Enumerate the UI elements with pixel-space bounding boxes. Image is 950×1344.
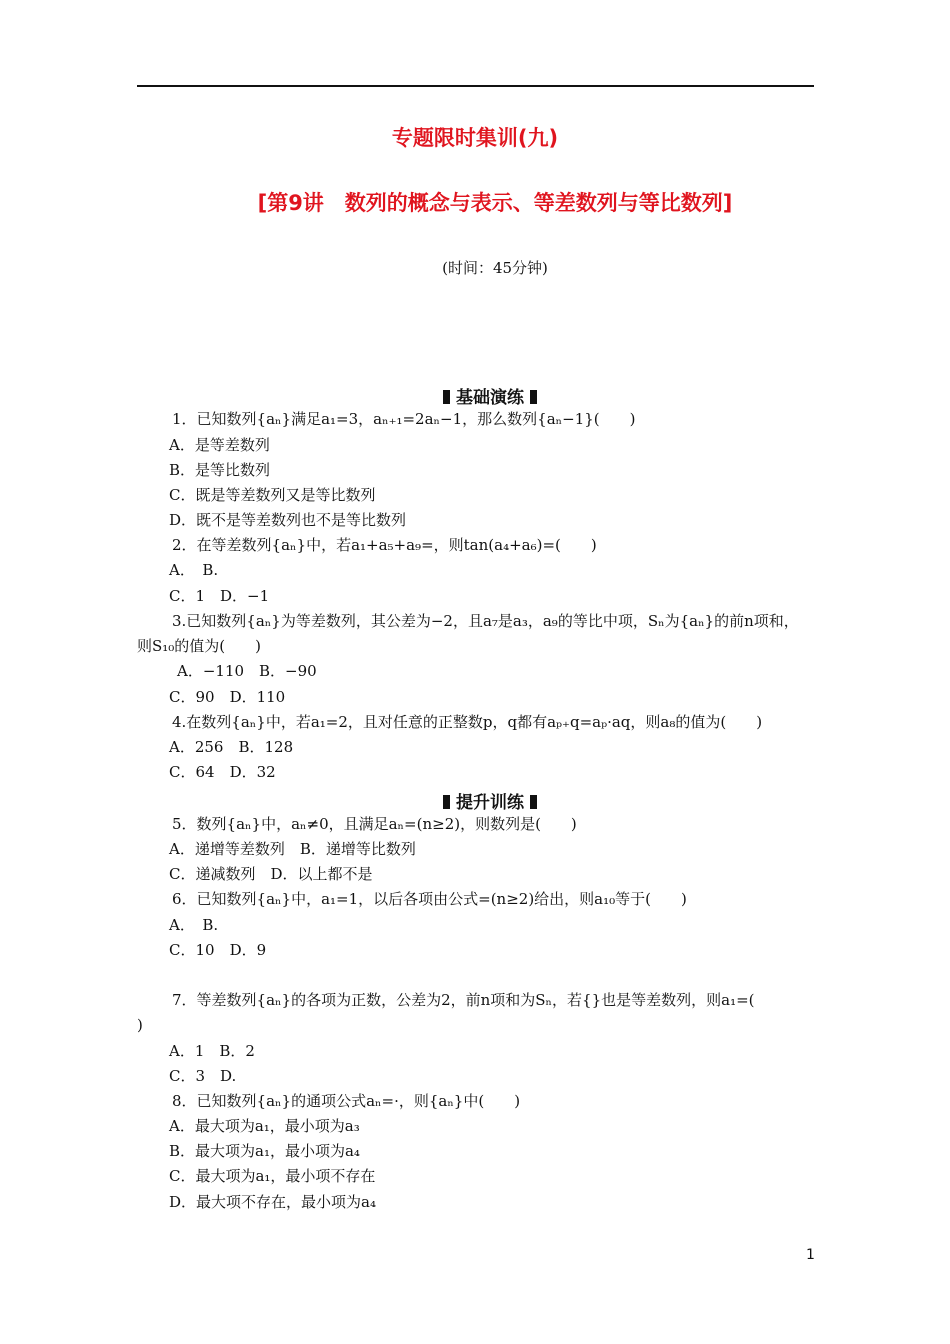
q2-options-cd: C．1 D．−1 [169, 587, 270, 605]
q1-option-a: A．是等差数列 [169, 436, 270, 454]
heading-block-mark [530, 795, 537, 809]
q5-options-ab: A．递增等差数列 B．递增等比数列 [169, 840, 416, 858]
question-7-cont: ) [137, 1016, 143, 1034]
q7-options-ab: A．1 B．2 [169, 1042, 255, 1060]
question-3-cont: 则S₁₀的值为( ) [137, 637, 262, 655]
q3-options-ab: A．−110 B．−90 [177, 662, 317, 680]
q2-options-ab: A． B. [169, 561, 219, 579]
q6-options-ab: A． B. [169, 916, 219, 934]
question-2: 2．在等差数列{aₙ}中，若a₁+a₅+a₉=，则tan(a₄+a₆)=( ) [172, 536, 597, 554]
question-6: 6．已知数列{aₙ}中，a₁=1，以后各项由公式=(n≥2)给出，则a₁₀等于( ) [172, 890, 687, 908]
q3-options-cd: C．90 D．110 [169, 688, 286, 706]
q4-options-cd: C．64 D．32 [169, 763, 276, 781]
q8-option-c: C．最大项为a₁，最小项不存在 [169, 1167, 376, 1185]
time-limit: (时间：45分钟) [442, 259, 548, 277]
question-3: 3.已知数列{aₙ}为等差数列，其公差为−2，且a₇是a₃，a₉的等比中项，Sₙ为{aₙ}的前n项和， [172, 612, 799, 630]
q8-option-b: B．最大项为a₁，最小项为a₄ [169, 1142, 360, 1160]
heading-block-mark [443, 795, 450, 809]
q1-option-b: B．是等比数列 [169, 461, 271, 479]
section-advanced-heading: 提升训练 [0, 788, 950, 813]
question-1: 1．已知数列{aₙ}满足a₁=3，aₙ₊₁=2aₙ−1，那么数列{aₙ−1}( ) [172, 410, 636, 428]
q4-options-ab: A．256 B．128 [169, 738, 294, 756]
q1-option-d: D．既不是等差数列也不是等比数列 [169, 511, 407, 529]
q6-options-cd: C．10 D．9 [169, 941, 267, 959]
page-subtitle: [第9讲 数列的概念与表示、等差数列与等比数列] [257, 191, 733, 215]
page-title: 专题限时集训(九) [391, 126, 559, 150]
heading-block-mark [530, 390, 537, 404]
page-number: 1 [806, 1247, 815, 1263]
question-8: 8．已知数列{aₙ}的通项公式aₙ=·，则{aₙ}中( ) [172, 1092, 521, 1110]
q8-option-d: D．最大项不存在，最小项为a₄ [169, 1193, 376, 1211]
q8-option-a: A．最大项为a₁，最小项为a₃ [169, 1117, 360, 1135]
section-basic-heading: 基础演练 [0, 383, 950, 408]
heading-block-mark [443, 390, 450, 404]
q5-options-cd: C．递减数列 D．以上都不是 [169, 865, 373, 883]
q7-options-cd: C．3 D. [169, 1067, 237, 1085]
question-5: 5．数列{aₙ}中，aₙ≠0，且满足aₙ=(n≥2)，则数列是( ) [172, 815, 577, 833]
q1-option-c: C．既是等差数列又是等比数列 [169, 486, 376, 504]
header-rule [137, 85, 814, 87]
question-7: 7．等差数列{aₙ}的各项为正数，公差为2，前n项和为Sₙ，若{}也是等差数列，则a₁=( [172, 991, 755, 1009]
question-4: 4.在数列{aₙ}中，若a₁=2，且对任意的正整数p，q都有aₚ₊q=aₚ·aq，则a₈的值为( ) [172, 713, 763, 731]
